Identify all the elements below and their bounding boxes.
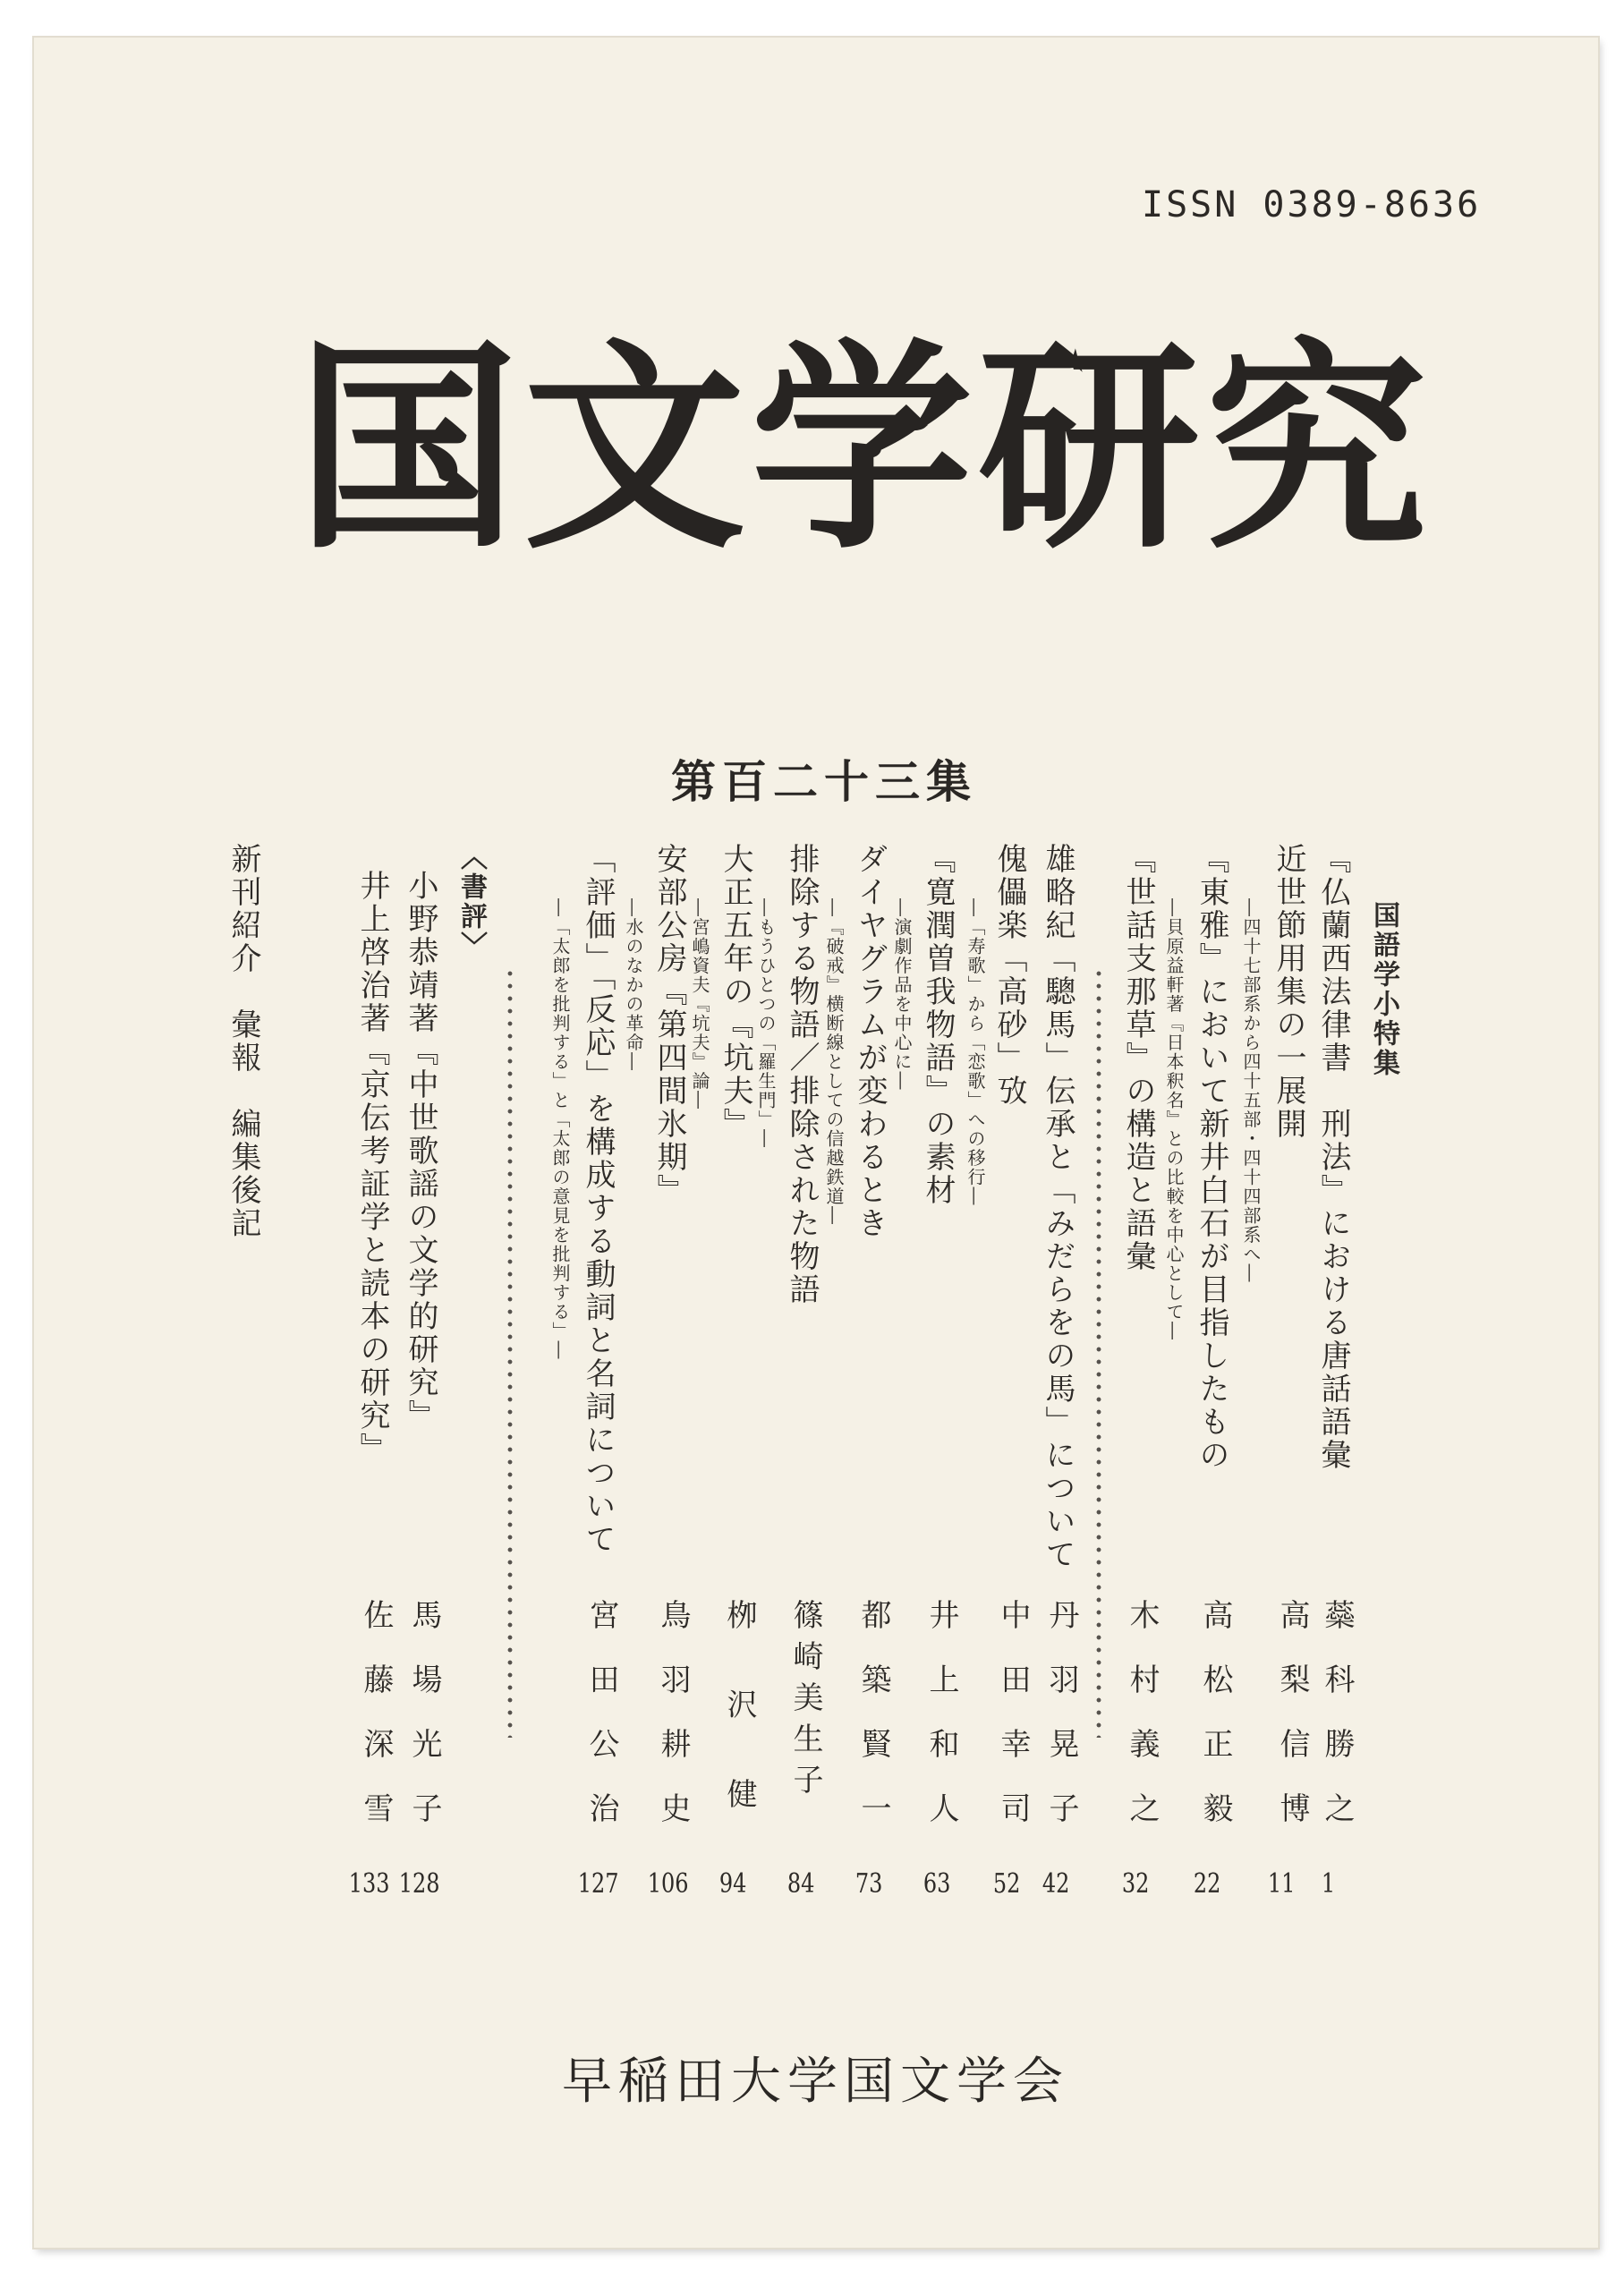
article-author: 丹羽晃子: [1043, 1599, 1079, 1857]
issn-number: ISSN 0389-8636: [1142, 184, 1482, 225]
article-title[interactable]: 『寛潤曽我物語』の素材: [920, 843, 956, 1207]
article-author: 宮田公治: [583, 1599, 619, 1857]
article-page: 42: [1042, 1868, 1070, 1900]
article-subtitle: ―「寿歌」から「恋歌」への移行―: [965, 898, 986, 1206]
article-title[interactable]: ダイヤグラムが変わるとき: [852, 843, 888, 1240]
article-page: 32: [1121, 1868, 1150, 1900]
review-author: 佐藤深雪: [358, 1599, 394, 1857]
review-page: 133: [348, 1868, 390, 1900]
article-page: 73: [855, 1868, 883, 1900]
issue-number: 第百二十三集: [671, 756, 977, 808]
review-title[interactable]: 小野恭靖著『中世歌謡の文学的研究』: [403, 870, 438, 1433]
article-subtitle: ―宮嶋資夫『坑夫』論―: [689, 898, 710, 1110]
journal-title: 国文学研究: [296, 319, 1433, 579]
article-page: 106: [647, 1868, 689, 1900]
article-title[interactable]: 安部公房『第四間氷期』: [651, 843, 687, 1207]
article-subtitle: ―演劇作品を中心に―: [891, 898, 913, 1091]
article-subtitle: ―もうひとつの「羅生門」―: [755, 898, 777, 1149]
section-divider: [1095, 968, 1102, 1738]
review-page: 128: [398, 1868, 440, 1900]
review-author: 馬場光子: [406, 1599, 442, 1857]
special-feature-heading: 国語学小特集: [1368, 901, 1399, 1078]
article-author: 井上和人: [923, 1599, 959, 1857]
article-title[interactable]: 傀儡楽「高砂」攷: [991, 843, 1027, 1108]
article-title[interactable]: 『仏蘭西法律書 刑法』における唐話語彙: [1315, 843, 1351, 1472]
article-subtitle: ―「太郎を批判する」と「太郎の意見を批判する」―: [549, 898, 571, 1360]
article-title[interactable]: 大正五年の『坑夫』: [718, 843, 753, 1141]
section-divider: [506, 968, 514, 1738]
article-page: 94: [718, 1868, 747, 1900]
article-title[interactable]: 雄略紀「驄馬」伝承と「みだらをの馬」について: [1040, 843, 1076, 1571]
article-page: 52: [992, 1868, 1021, 1900]
article-subtitle: ―『破戒』横断線としての信越鉄道―: [823, 898, 845, 1226]
article-author: 栁沢健: [721, 1599, 757, 1867]
misc-sections: 新刊紹介 彙報 編集後記: [225, 843, 261, 1240]
article-author: 中田幸司: [995, 1599, 1031, 1857]
review-title[interactable]: 井上啓治著『京伝考証学と読本の研究』: [354, 870, 390, 1466]
article-title[interactable]: 近世節用集の一展開: [1271, 843, 1306, 1141]
article-page: 1: [1321, 1868, 1336, 1900]
article-author: 鳥羽耕史: [655, 1599, 691, 1857]
article-title[interactable]: 排除する物語／排除された物語: [784, 843, 820, 1306]
article-subtitle: ―四十七部系から四十五部・四十四部系へ―: [1240, 898, 1262, 1283]
article-page: 84: [786, 1868, 815, 1900]
article-title[interactable]: 『世話支那草』の構造と語彙: [1120, 843, 1156, 1273]
article-subtitle: ―水のなかの革命―: [623, 898, 644, 1072]
article-title[interactable]: 「評価」「反応」を構成する動詞と名詞について: [580, 843, 616, 1556]
article-page: 11: [1267, 1868, 1296, 1900]
article-author: 木村義之: [1124, 1599, 1160, 1857]
journal-cover: [34, 38, 1598, 2248]
article-subtitle: ―貝原益軒著『日本釈名』との比較を中心として―: [1163, 898, 1185, 1341]
publisher-name: 早稲田大学国文学会: [562, 2053, 1069, 2111]
article-author: 蘂科勝之: [1319, 1599, 1355, 1857]
article-author: 篠崎美生子: [787, 1599, 823, 1805]
article-page: 127: [577, 1868, 619, 1900]
reviews-heading: 〈書評〉: [455, 843, 487, 961]
article-author: 高松正毅: [1197, 1599, 1233, 1857]
article-title[interactable]: 『東雅』において新井白石が目指したもの: [1194, 843, 1229, 1472]
article-page: 22: [1193, 1868, 1221, 1900]
article-author: 都築賢一: [855, 1599, 891, 1857]
article-author: 高梨信博: [1274, 1599, 1310, 1857]
article-page: 63: [923, 1868, 951, 1900]
